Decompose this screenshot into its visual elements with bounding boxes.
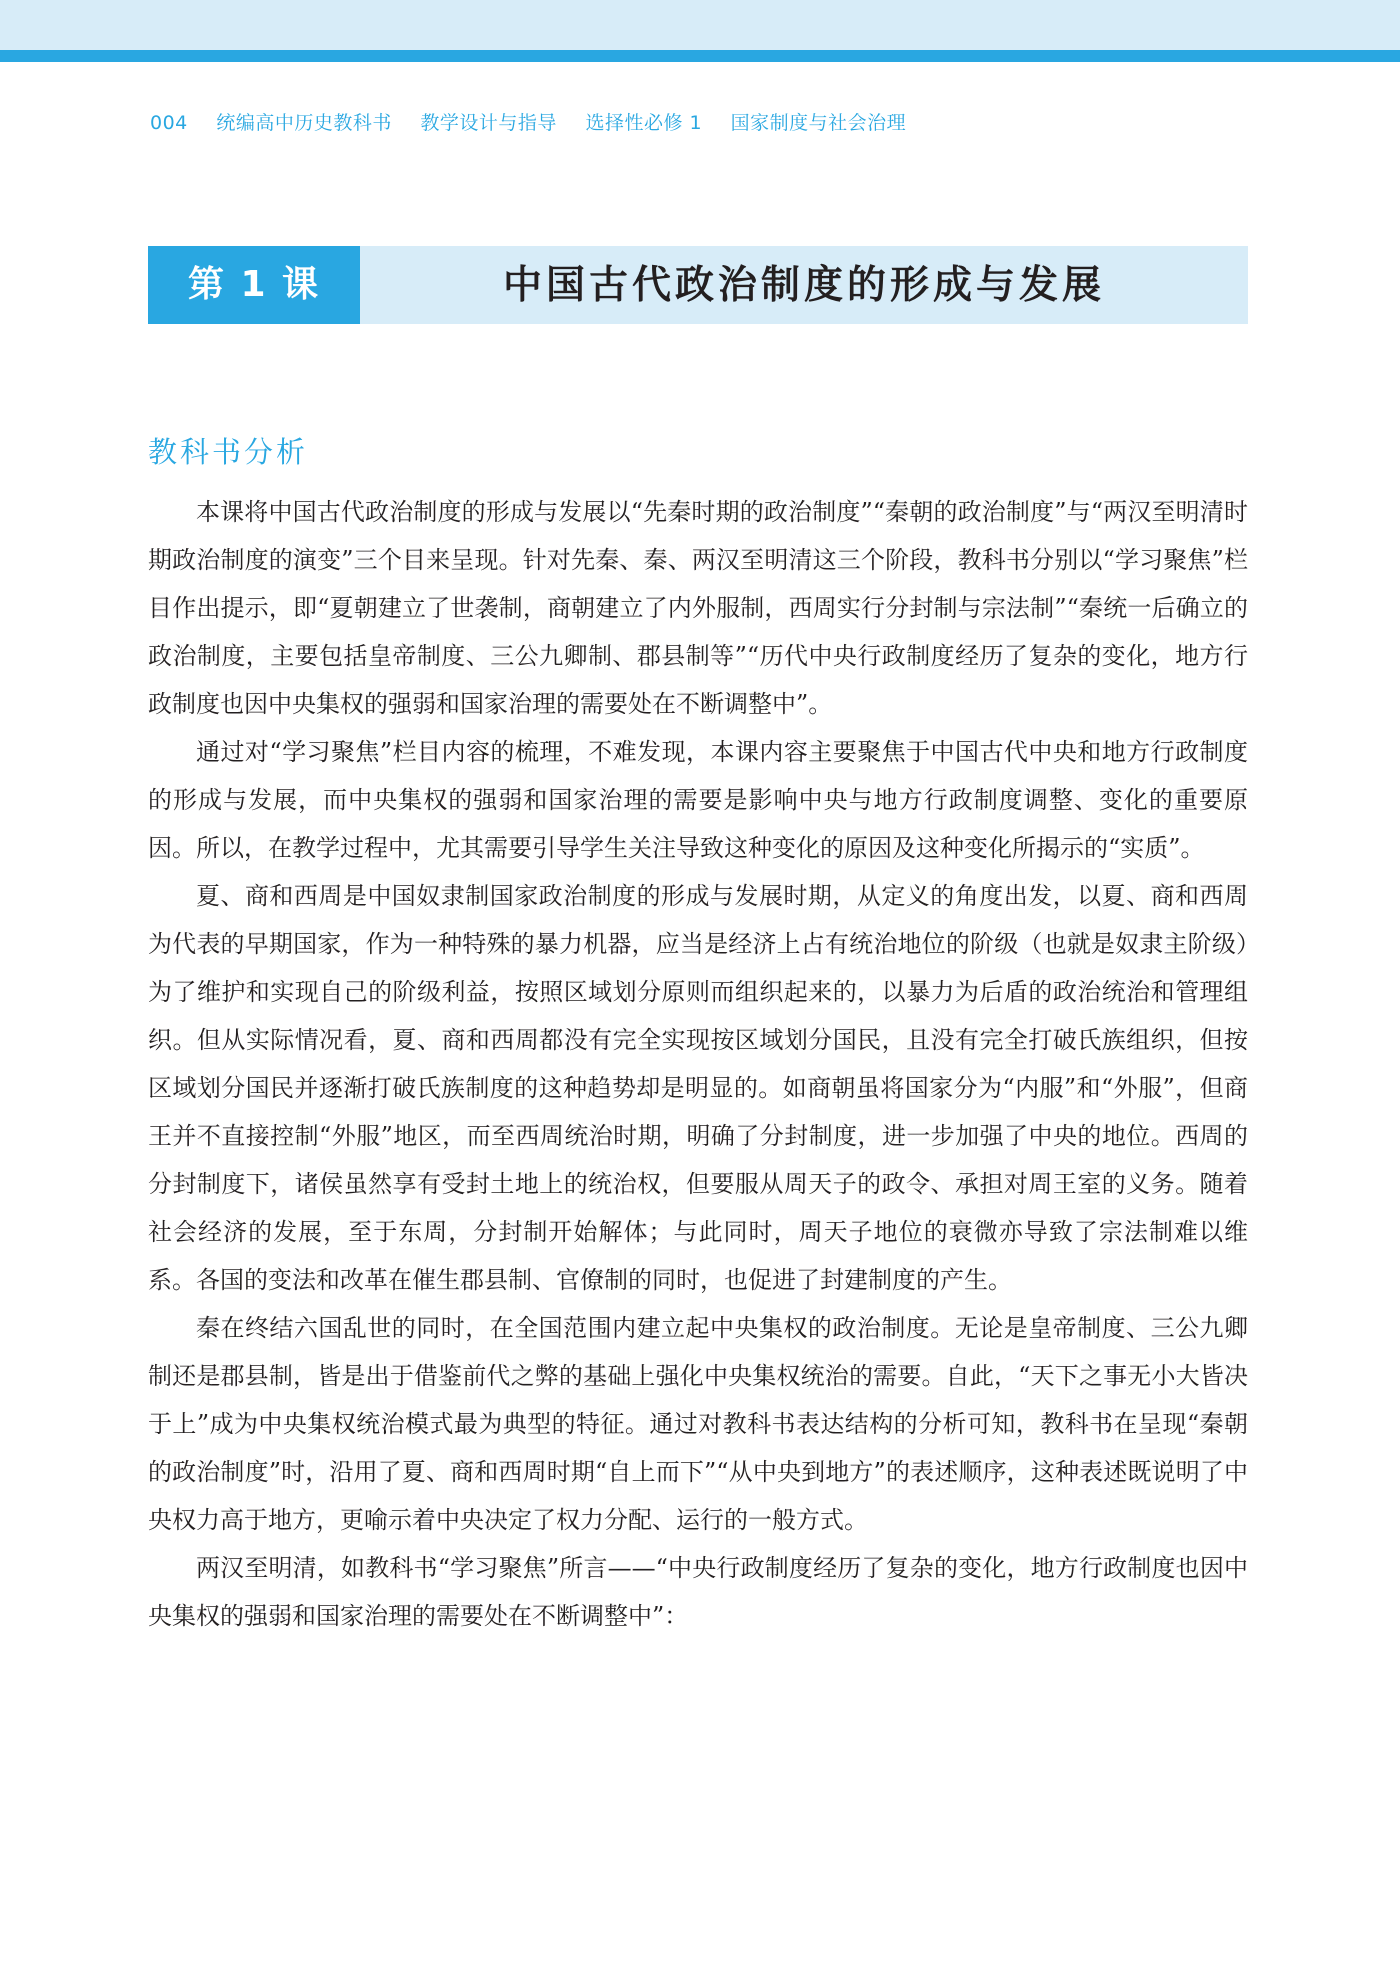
series-title: 统编高中历史教科书 — [216, 112, 392, 134]
lesson-title-bar — [148, 246, 1248, 324]
running-head — [150, 108, 928, 135]
header-band — [0, 0, 1400, 50]
book-title: 教学设计与指导 — [420, 112, 557, 134]
paragraph: 两汉至明清，如教科书“学习聚焦”所言——“中央行政制度经历了复杂的变化，地方行政制度也因中央集权的强弱和国家治理的需要处在不断调整中”： — [148, 1554, 1248, 1630]
lesson-title: 中国古代政治制度的形成与发展 — [502, 262, 1105, 308]
lesson-number-tag: 第 1 课 — [148, 246, 360, 324]
paragraph: 秦在终结六国乱世的同时，在全国范围内建立起中央集权的政治制度。无论是皇帝制度、三公九卿制还是郡县制，皆是出于借鉴前代之弊的基础上强化中央集权统治的需要。自此，“天下之事无小大皆决于上”成为中央集权统治模式最为典型的特征。通过对教科书表达结构的分析可知，教科书在呈现“秦朝的政治制度”时，沿用了夏、商和西周时期“自上而下”“从中央到地方”的表述顺序，这种表述既说明了中央权力高于地方，更喻示着中央决定了权力分配、运行的一般方式。 — [148, 1314, 1248, 1534]
paragraph: 通过对“学习聚焦”栏目内容的梳理，不难发现，本课内容主要聚焦于中国古代中央和地方行政制度的形成与发展，而中央集权的强弱和国家治理的需要是影响中央与地方行政制度调整、变化的重要原因。所以，在教学过程中，尤其需要引导学生关注导致这种变化的原因及这种变化所揭示的“实质”。 — [148, 738, 1248, 862]
header-stripe — [0, 50, 1400, 62]
page-number: 004 — [150, 112, 188, 134]
body-text — [148, 488, 1248, 1640]
volume-title: 国家制度与社会治理 — [730, 112, 907, 134]
paragraph: 夏、商和西周是中国奴隶制国家政治制度的形成与发展时期，从定义的角度出发，以夏、商和西周为代表的早期国家，作为一种特殊的暴力机器，应当是经济上占有统治地位的阶级（也就是奴隶主阶级）为了维护和实现自己的阶级利益，按照区域划分原则而组织起来的，以暴力为后盾的政治统治和管理组织。但从实际情况看，夏、商和西周都没有完全实现按区域划分国民，且没有完全打破氏族组织，但按区域划分国民并逐渐打破氏族制度的这种趋势却是明显的。如商朝虽将国家分为“内服”和“外服”，但商王并不直接控制“外服”地区，而至西周统治时期，明确了分封制度，进一步加强了中央的地位。西周的分封制度下，诸侯虽然享有受封土地上的统治权，但要服从周天子的政令、承担对周王室的义务。随着社会经济的发展，至于东周，分封制开始解体；与此同时，周天子地位的衰微亦导致了宗法制难以维系。各国的变法和改革在催生郡县制、官僚制的同时，也促进了封建制度的产生。 — [148, 882, 1248, 1294]
module-title: 选择性必修 1 — [585, 112, 703, 134]
section-heading: 教科书分析 — [148, 435, 309, 469]
paragraph: 本课将中国古代政治制度的形成与发展以“先秦时期的政治制度”“秦朝的政治制度”与“两汉至明清时期政治制度的演变”三个目来呈现。针对先秦、秦、两汉至明清这三个阶段，教科书分别以“学习聚焦”栏目作出提示，即“夏朝建立了世袭制，商朝建立了内外服制，西周实行分封制与宗法制”“秦统一后确立的政治制度，主要包括皇帝制度、三公九卿制、郡县制等”“历代中央行政制度经历了复杂的变化，地方行政制度也因中央集权的强弱和国家治理的需要处在不断调整中”。 — [148, 498, 1248, 718]
